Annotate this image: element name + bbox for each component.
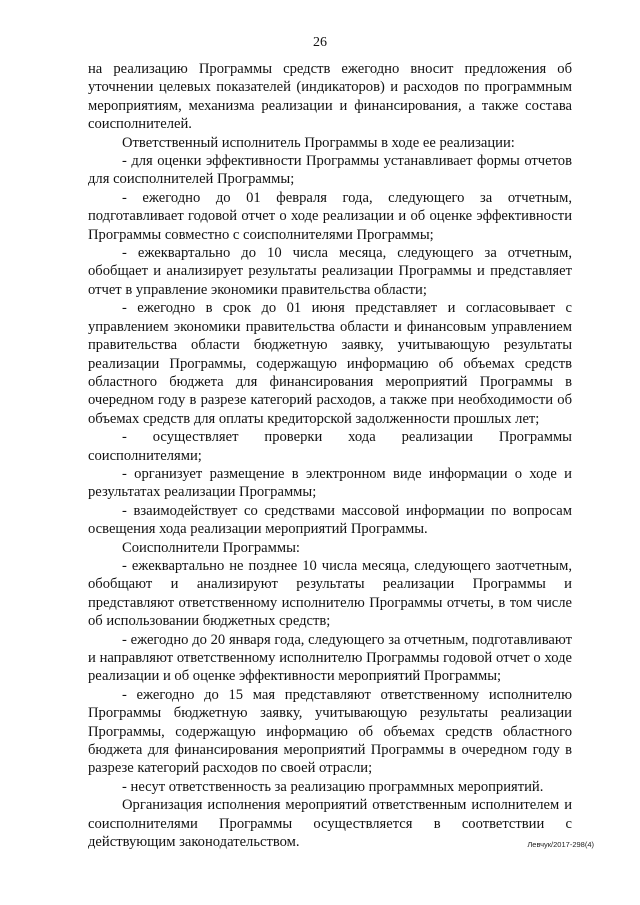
document-body [88,60,572,851]
list-item-report-forms: - для оценки эффективности Программы устанавливает формы отчетов для соисполнителей Программы; [88,153,572,188]
paragraph-legislation: Организация исполнения мероприятий ответственным исполнителем и соисполнителями Программы осуществляется в соответствии с действующим законодательством. [88,797,572,851]
page-number: 26 [313,35,327,50]
paragraph-responsible-executor-heading: Ответственный исполнитель Программы в ходе ее реализации: [122,134,515,151]
list-item-co-annual-report: - ежегодно до 20 января года, следующего за отчетным, подготавливают и направляют ответственному исполнителю Программы годовой отчет о ходе реализации и об оценке эффективности мероприятий Программы; [88,631,572,685]
document-code: Левчук/2017-298(4) [527,840,594,849]
list-item-inspections: - осуществляет проверки хода реализации Программы соисполнителями; [88,429,572,464]
paragraph-co-executors-heading: Соисполнители Программы: [122,539,300,556]
paragraph-continuation: на реализацию Программы средств ежегодно вносит предложения об уточнении целевых показателей (индикаторов) и расходов по программным мероприятиям, механизма реализации и финансирования, а также состава соисполнителей. [88,61,572,133]
list-item-budget-request: - ежегодно в срок до 01 июня представляет и согласовывает с управлением экономики правительства области и финансовым управлением правительства области бюджетную заявку, учитывающую результаты реализации Программы, содержащую информацию об объемах средств областного бюджета для финансирования мероприятий Программы в очередном году в разрезе категорий расходов, а также при необходимости об объемах средств для оплаты кредиторской задолженности прошлых лет; [88,300,572,427]
list-item-co-responsibility: - несут ответственность за реализацию программных мероприятий. [122,778,544,795]
list-item-media-interaction: - взаимодействует со средствами массовой информации по вопросам освещения хода реализации мероприятий Программы. [88,502,572,538]
list-item-co-quarterly-report: - ежеквартально не позднее 10 числа месяца, следующего заотчетным, обобщают и анализируют результаты реализации Программы и представляют ответственному исполнителю Программы отчеты, в том числе об использовании бюджетных средств; [88,557,572,630]
list-item-co-budget-request: - ежегодно до 15 мая представляют ответственному исполнителю Программы бюджетную заявку, учитывающую результаты реализации Программы, содержащую информацию об объемах средств областного бюджета для финансирования мероприятий Программы в очередном году в разрезе категорий расходов по своей отрасли; [88,686,572,777]
list-item-annual-report: - ежегодно до 01 февраля года, следующего за отчетным, подготавливает годовой отчет о ходе реализации и об оценке эффективности Программы совместно с соисполнителями Программы; [88,189,572,243]
list-item-quarterly-report: - ежеквартально до 10 числа месяца, следующего за отчетным, обобщает и анализирует результаты реализации Программы и представляет отчет в управление экономики правительства области; [88,245,572,298]
list-item-electronic-publication: - организует размещение в электронном виде информации о ходе и результатах реализации Программы; [88,465,572,501]
